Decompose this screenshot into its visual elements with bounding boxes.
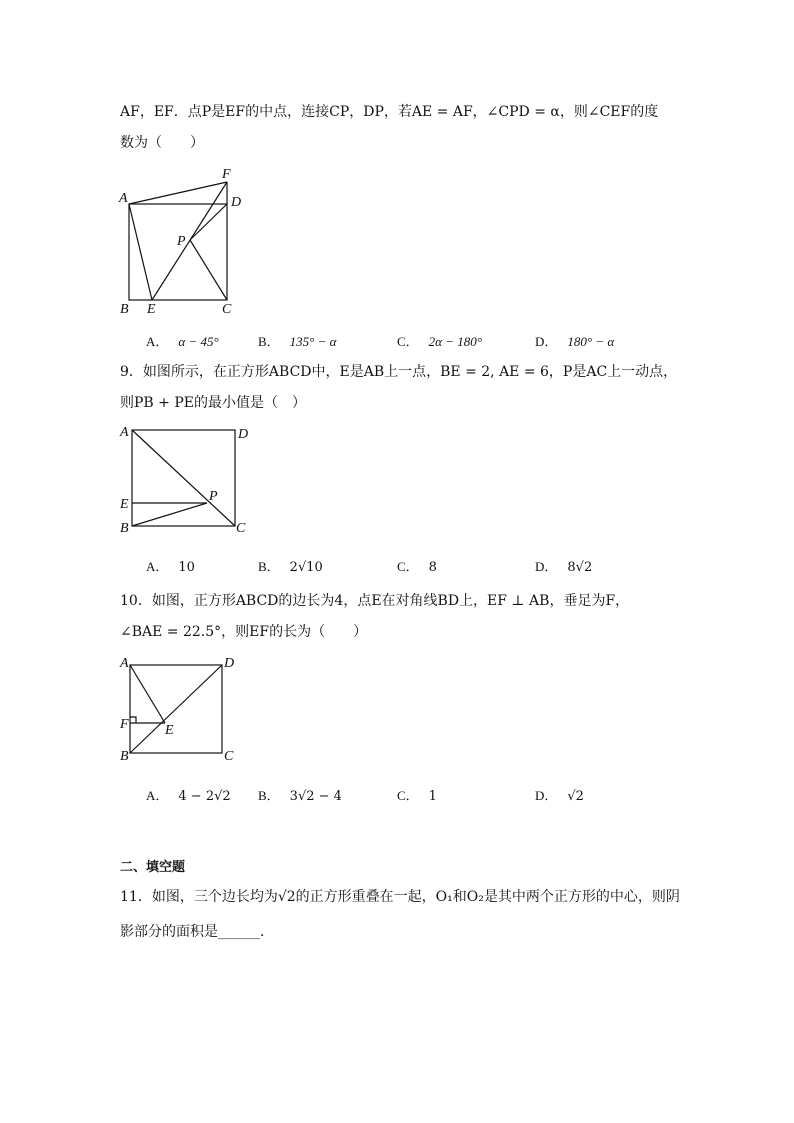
q8-option-b[interactable] bbox=[258, 331, 336, 350]
q10-option-b-value: 3√2 − 4 bbox=[289, 789, 342, 804]
q10-segment-ae bbox=[130, 665, 165, 723]
q9-text-line1: 9．如图所示，在正方形ABCD中，E是AB上一点，BE = 2, AE = 6，P是AC上一动点， bbox=[120, 364, 678, 380]
q8-option-b-label: B． bbox=[258, 334, 280, 349]
q10-text-line1: 10．如图，正方形ABCD的边长为4，点E在对角线BD上，EF ⊥ AB，垂足为F， bbox=[120, 593, 630, 609]
q10-option-d-label: D． bbox=[535, 788, 558, 803]
q8-option-a[interactable] bbox=[146, 331, 219, 350]
q11-text-line2: 影部分的面积是______． bbox=[120, 924, 274, 940]
q8-option-b-value: 135° − α bbox=[289, 334, 337, 349]
q9-figure bbox=[110, 418, 260, 543]
q9-option-a[interactable] bbox=[146, 556, 195, 575]
q8-option-c-label: C． bbox=[397, 334, 419, 349]
q9-option-d-label: D． bbox=[535, 559, 558, 574]
q10-option-b[interactable] bbox=[258, 785, 342, 804]
q9-label-d: D bbox=[238, 427, 249, 442]
q9-option-b-label: B． bbox=[258, 559, 280, 574]
q11-text-line1: 11．如图，三个边长均为√2的正方形重叠在一起，O₁和O₂是其中两个正方形的中心，则阴 bbox=[120, 889, 680, 905]
q10-option-c-value: 1 bbox=[428, 789, 437, 804]
q9-label-e: E bbox=[120, 497, 129, 512]
q8-option-d-label: D． bbox=[535, 334, 558, 349]
q10-right-angle-mark bbox=[130, 717, 136, 723]
q10-option-d-value: √2 bbox=[567, 789, 584, 804]
q10-label-c: C bbox=[224, 749, 234, 764]
q9-label-a: A bbox=[120, 425, 129, 440]
q10-label-e: E bbox=[165, 723, 174, 738]
q9-text-line2: 则PB + PE的最小值是（ ） bbox=[120, 395, 306, 411]
q10-option-a-label: A． bbox=[146, 788, 169, 803]
q10-label-a: A bbox=[120, 656, 129, 671]
q9-option-a-value: 10 bbox=[178, 560, 195, 575]
q8-segment-cp bbox=[190, 240, 227, 300]
q8-label-f: F bbox=[222, 167, 231, 182]
q9-diagonal-ac bbox=[132, 430, 235, 526]
q8-option-d-value: 180° − α bbox=[567, 334, 615, 349]
q8-label-b: B bbox=[120, 302, 129, 317]
q10-option-d[interactable] bbox=[535, 785, 584, 804]
q8-option-a-value: α − 45° bbox=[178, 334, 219, 349]
q9-option-a-label: A． bbox=[146, 559, 169, 574]
q8-segment-ae bbox=[129, 204, 152, 300]
section-title-fill-in: 二、填空题 bbox=[120, 860, 186, 875]
q8-text-line1: AF，EF．点P是EF的中点，连接CP，DP，若AE = AF，∠CPD = α，则∠CEF的度 bbox=[120, 104, 659, 120]
q9-option-c-label: C． bbox=[397, 559, 419, 574]
q8-label-c: C bbox=[222, 302, 232, 317]
q8-segment-af bbox=[129, 182, 227, 204]
q8-option-a-label: A． bbox=[146, 334, 169, 349]
q9-label-b: B bbox=[120, 521, 129, 536]
q10-diagonal-bd bbox=[130, 665, 222, 753]
q9-option-d-value: 8√2 bbox=[567, 560, 593, 575]
q10-text-line2: ∠BAE = 22.5°，则EF的长为（ ） bbox=[120, 624, 368, 640]
q10-option-c[interactable] bbox=[397, 785, 437, 804]
q10-label-d: D bbox=[224, 656, 235, 671]
q8-label-a: A bbox=[119, 191, 128, 206]
q9-option-b[interactable] bbox=[258, 556, 323, 575]
q9-label-c: C bbox=[236, 521, 246, 536]
q9-segment-bp bbox=[132, 503, 207, 526]
q10-option-c-label: C． bbox=[397, 788, 419, 803]
q9-option-b-value: 2√10 bbox=[289, 560, 323, 575]
q10-figure bbox=[110, 650, 250, 765]
q9-label-p: P bbox=[209, 489, 218, 504]
q8-figure bbox=[110, 160, 260, 320]
q9-option-c[interactable] bbox=[397, 556, 437, 575]
q8-option-c[interactable] bbox=[397, 331, 482, 350]
q8-label-e: E bbox=[147, 302, 156, 317]
q9-option-c-value: 8 bbox=[428, 560, 437, 575]
q8-label-p: P bbox=[177, 234, 186, 249]
q8-option-d[interactable] bbox=[535, 331, 614, 350]
q8-label-d: D bbox=[231, 195, 242, 210]
q10-label-b: B bbox=[120, 749, 129, 764]
q8-segment-dp bbox=[190, 204, 227, 240]
q10-option-a-value: 4 − 2√2 bbox=[178, 789, 231, 804]
q10-label-f: F bbox=[120, 717, 129, 732]
q9-option-d[interactable] bbox=[535, 556, 592, 575]
q8-text-line2: 数为（ ） bbox=[120, 135, 204, 151]
q8-option-c-value: 2α − 180° bbox=[428, 334, 482, 349]
q10-option-b-label: B． bbox=[258, 788, 280, 803]
q10-option-a[interactable] bbox=[146, 785, 231, 804]
